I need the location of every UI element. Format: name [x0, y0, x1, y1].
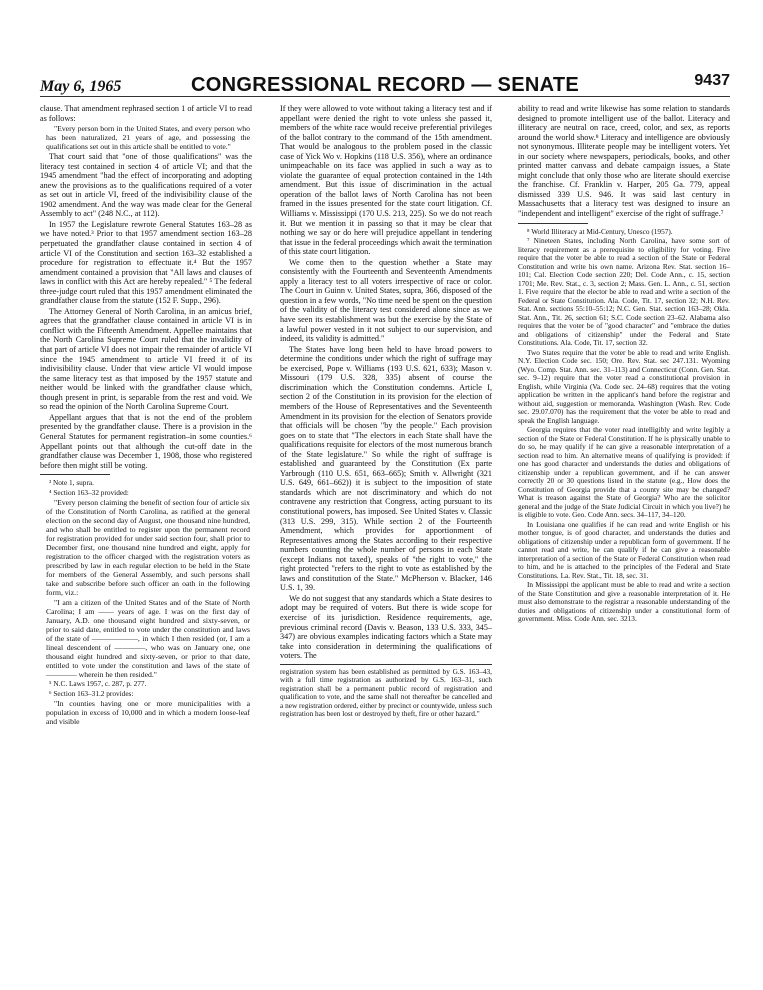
paragraph: If they were allowed to vote without taking a literacy test and if appellant were denied the right to vote unless she passed it, members of the white race would receive preferential privileges of the ballot contrary to the command of the 15th amendment. That would be analogous to the problem posed in the classic case of Yick Wo v. Hopkins (118 U.S. 356), where an ordinance unimpeachable on its face was applied in such a way as to violate the guarantee of equal protection contained in the 14th amendment. But this issue of discrimination in the actual operation of the ballot laws of North Carolina has not been framed in the issues presented for the state court litigation. Cf. Williams v. Mississippi (170 U.S. 213, 225). So we do not reach it. But we mention it in passing so that it may be clear that nothing we say or do here will prejudice appellant in tendering that issue in the federal proceedings which await the termination of this state court litigation. — [280, 104, 492, 257]
footnote-separator — [280, 664, 492, 665]
footnote-quote: "In counties having one or more municipalities with a population in excess of 10,000 and in which a modern loose-leaf and visible — [46, 699, 250, 727]
block-quote: "Every person born in the United States, and every person who has been naturalized, 21 years of age, and possessing the qualifications set out in this article shall be entitled to vote." — [46, 124, 250, 152]
footnote: In Louisiana one qualifies if he can read and write English or his mother tongue, is of good character, and understands the duties and obligations of citizenship under a republican form of government. If he cannot read and write, he can qualify if he can give a reasonable interpretation of a section of the State or Federal Constitution when read to him, and he is attached to the principles of the Federal and State Constitutions. La. Rev. Stat., Tit. 18, sec. 31. — [518, 519, 730, 580]
footnote: In Mississippi the applicant must be able to read and write a section of the State Constitution and give a reasonable interpretation of it. He must also demonstrate to the registrar a reasonable understanding of the duties and obligations of citizenship under a constitutional form of government. Miss. Code Ann. sec. 3213. — [518, 580, 730, 624]
header-page-number: 9437 — [694, 72, 730, 89]
footnote: ⁵ N.C. Laws 1957, c. 287, p. 277. — [49, 679, 147, 689]
paragraph: The Attorney General of North Carolina, in an amicus brief, agrees that the grandfather clause contained in article VI is in conflict with the Fifteenth Amendment. Appellee maintains that the North Carolina Supreme Court ruled that the invalidity of that part of article VI does not impair the remainder of article VI since the 1945 amendment to article VI freed it of its indivisibility clause. Under that view article VI would impose the same literacy test as that imposed by the 1957 statute and neither would be linked with the grandfather clause which, though present in print, is separable from the rest and void. We so read the opinion of the North Carolina Supreme Court. — [40, 306, 252, 412]
footnote-separator — [518, 223, 588, 224]
footnote-continued: registration system has been established as permitted by G.S. 163–43, with a full time registration as authorized by G.S. 163–31, such registration shall be a permanent public record of registration and qualification to vote, and the same shall not thereafter be cancelled and a new registration ordered, either by precinct or countywide, unless such registration has been lost or destroyed by theft, fire or other hazard." — [280, 666, 492, 719]
paragraph: We come then to the question whether a State may consistently with the Fourteenth and Seventeenth Amendments apply a literacy test to all voters irrespective of race or color. The Court in Guinn v. United States, supra, 366, disposed of the question in a few words, "No time need be spent on the question of the validity of the literacy test considered alone since as we have seen its establishment was but the exercise by the State of a lawful power vested in it not subject to our supervision, and indeed, its validity is admitted." — [280, 257, 492, 344]
footnote: ⁴ Section 163–32 provided: — [49, 487, 129, 497]
paragraph: That court said that "one of those qualifications" was the literacy test contained in section 4 of article VI; and that the 1945 amendment "had the effect of incorporating and adopting anew the provisions as to the qualifications required of a voter as set out in article VI, freed of the indivisibility clause of the 1902 amendment. And the way was made clear for the General Assembly to act" (248 N.C., at 112). — [40, 152, 252, 219]
header-date: May 6, 1965 — [40, 78, 122, 95]
column-right — [518, 104, 730, 974]
footnote: ⁷ Nineteen States, including North Carolina, have some sort of literacy requirement as a prerequisite to eligibility for voting. Five require that the voter be able to read a section of the State or Federal Constitution and write his own name. Arizona Rev. Stat. section 16–101; Cal. Election Code section 220; Del. Code Ann., c. 15, section 1701; Me. Rev. Stat., c. 3, section 2; Mass. Gen. L. Ann., c. 51, section 1. Five require that the elector be able to read and write a section of the Federal or State Constitution. Ala. Code, Tit. 17, section 32; N.H. Rev. Stat. Ann. sections 55:10–55:12; N.C. Gen. Stat. section 163–28; Okla. Stat. Ann., Tit. 26, section 61; S.C. Code section 23–62. Alabama also requires that the voter be of "good character" and "embrace the duties and obligations of citizenship" under the Federal and State Constitutions. Ala. Code, Tit. 17, section 32. — [518, 236, 730, 348]
footnote: Georgia requires that the voter read intelligibly and write legibly a section of the State or Federal Constitution. If he is physically unable to do so, he may qualify if he can give a reasonable interpretation of a section read to him. An alternative means of qualifying is provided: if one has good character and understands the duties and obligations of citizenship under a republican government, and if he can answer correctly 20 or 30 questions listed in the statute (e.g., How does the Constitution of Georgia provide that a county site may be changed? What is treason against the State of Georgia? Who are the solicitor general and the judge of the State Judicial Circuit in which you live?) he is eligible to vote. Geo. Code Ann. secs. 34–117, 34–120. — [518, 425, 730, 520]
paragraph: ability to read and write likewise has some relation to standards designed to promote intelligent use of the ballot. Literacy and illiteracy are neutral on race, creed, color, and sex, as reports around the world show.⁸ Literacy and intelligence are obviously not synonymous. Illiterate people may be intelligent voters. Yet in our society where newspapers, periodicals, books, and other printed matter canvass and debate campaign issues, a State might conclude that only those who are literate should exercise the franchise. Cf. Franklin v. Harper, 205 Ga. 779, appeal dismissed 339 U.S. 946. It was said last century in Massachusetts that a literacy test was designed to insure an "independent and intelligent" exercise of the right of suffrage.⁷ — [518, 104, 730, 219]
footnote: ⁶ Section 163–31.2 provides: — [49, 688, 134, 698]
paragraph: We do not suggest that any standards which a State desires to adopt may be required of voters. But there is wide scope for exercise of its jurisdiction. Residence requirements, age, previous criminal record (Davis v. Beason, 133 U.S. 333, 345–347) are obvious examples indicating factors which a State may take into consideration in determining the qualifications of voters. The — [280, 593, 492, 661]
column-middle — [280, 104, 492, 974]
header-title: CONGRESSIONAL RECORD — SENATE — [191, 74, 579, 96]
footnote-quote: "I am a citizen of the United States and of the State of North Carolina; I am —— years of age. I was on the first day of January, A.D. one thousand eight hundred and sixty-seven, or prior to said date, entitled to vote under the constitution and laws of the state of ——————, in which I then resided (or, I am a lineal descendent of ————, who was on January one, one thousand eight hundred and sixty-seven, or prior to that date, entitled to vote under the constitution and laws of the state of ———— wherein he then resided." — [46, 598, 250, 680]
header-rule — [40, 96, 730, 97]
footnote: ⁸ World Illiteracy at Mid-Century, Unesco (1957). — [527, 226, 673, 236]
footnote-quote: "Every person claiming the benefit of section four of article six of the Constitution of North Carolina, as ratified at the general election on the second day of August, one thousand nine hundred, and who shall be entitled to register upon the permanent record for registration provided for under said section four, shall prior to December first, one thousand nine hundred and eight, apply for registration to the officer charged with the registration voters as prescribed by law in each regular election to be held in the State for members of the General Assembly, and such persons shall take and subscribe before such officer an oath in the following form, viz.: — [46, 498, 250, 598]
footnote-separator — [40, 474, 110, 475]
paragraph: Appellant argues that that is not the end of the problem presented by the grandfather clause. There is a provision in the General Statutes for permanent registration–in some counties.⁶ Appellant points out that although the cut-off date in the grandfather clause was December 1, 1908, those who registered before then might still be voting. — [40, 412, 252, 470]
column-left — [40, 104, 252, 974]
paragraph: clause. That amendment rephrased section 1 of article VI to read as follows: — [40, 104, 252, 123]
paragraph: In 1957 the Legislature rewrote General Statutes 163–28 as we have noted.³ Prior to that 1957 amendment section 163–28 perpetuated the grandfather clause contained in section 4 of article VI of the Constitution and section 163–32 established a procedure for registration to effectuate it.⁴ But the 1957 amendment contained a provision that "All laws and clauses of laws in conflict with this Act are hereby repealed." ⁵ The federal three-judge court ruled that this 1957 amendment eliminated the grandfather clause from the statute (152 F. Supp., 296). — [40, 219, 252, 306]
footnote: Two States require that the voter be able to read and write English. N.Y. Election Code sec. 150; Ore. Rev. Stat. sec 247.131. Wyoming (Wyo. Comp. Stat. Ann. sec. 31–113) and Connecticut (Conn. Gen. Stat. sec. 9–12) require that the voter read a constitutional provision in English, while Virginia (Va. Code sec. 24–68) requires that the voting application be written in the applicant's hand before the registrar and without aid, suggestion or memoranda. Washington (Wash. Rev. Code sec. 29.07.070) has the requirement that the voter be able to read and speak the English language. — [518, 347, 730, 425]
paragraph: The States have long been held to have broad powers to determine the conditions under which the right of suffrage may be exercised, Pope v. Williams (193 U.S. 621, 633); Mason v. Missouri (179 U.S. 328, 335) absent of course the discrimination which the Constitution condemns. Article I, section 2 of the Constitution in its provision for the election of members of the House of Representatives and the Seventeenth Amendment in its provision for the election of Senators provide that officials will be chosen "by the people." Each provision goes on to state that "The electors in each State shall have the qualifications requisite for electors of the most numerous branch of the State legislature." So while the right of suffrage is established and guaranteed by the Constitution (Ex parte Yarbrough (110 U.S. 651, 663–665); Smith v. Allwright (321 U.S. 649, 661–662)) it is subject to the imposition of state standards which are not discriminatory and which do not contravene any restriction that Congress, acting pursuant to its constitutional powers, has imposed. See United States v. Classic (313 U.S. 299, 315). While section 2 of the Fourteenth Amendment, which provides for apportionment of Representatives among the States according to their respective numbers counting the whole number of persons in each State (except Indians not taxed), speaks of "the right to vote," the right protected "refers to the right to vote as established by the laws and constitution of the State." McPherson v. Blacker, 146 U.S. 1, 39. — [280, 344, 492, 593]
footnote: ³ Note 1, supra. — [49, 478, 94, 488]
page-header — [40, 70, 730, 94]
